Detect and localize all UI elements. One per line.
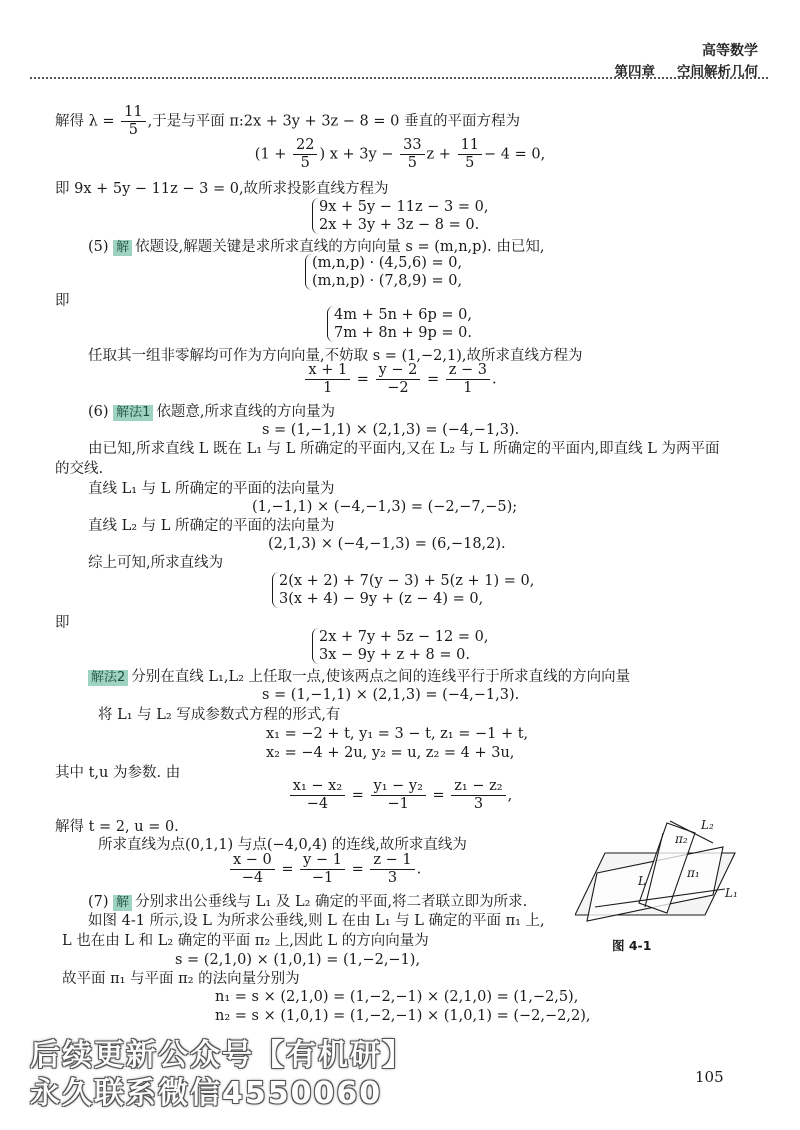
equation-system-1: 9x + 5y − 11z − 3 = 0, 2x + 3y + 3z − 8 = 0. (312, 198, 488, 234)
text-line-16: 综上可知,所求直线为 (88, 555, 224, 571)
text-line-23: 其中 t,u 为参数. 由 (55, 765, 181, 781)
page-number: 105 (695, 1068, 724, 1086)
text-line-26: 所求直线为点(0,1,1) 与点(−4,0,4) 的连线,故所求直线为 (98, 837, 467, 853)
text-line-14: 直线 L₂ 与 L 所确定的平面的法向量为 (88, 518, 335, 534)
equation-system-2: (m,n,p) · (4,5,6) = 0, (m,n,p) · (7,8,9) = 0, (305, 254, 462, 290)
label-L1: L₁ (725, 886, 738, 900)
equation-system-5: 2x + 7y + 5z − 12 = 0, 3x − 9y + z + 8 = 0. (312, 628, 488, 664)
equation-direction-7: s = (2,1,0) × (1,0,1) = (1,−2,−1), (175, 952, 421, 968)
text-line-12: 直线 L₁ 与 L 所确定的平面的法向量为 (88, 481, 335, 497)
equation-system-3: 4m + 5n + 6p = 0, 7m + 8n + 9p = 0. (327, 306, 472, 342)
label-pi1: π₁ (687, 866, 700, 880)
equation-normal-1: (1,−1,1) × (−4,−1,3) = (−2,−7,−5); (252, 499, 518, 515)
equation-plane: (1 + $\frac{22}{5}$ ) x + 3y − $\frac{33}{5}$ z + $\frac{11}{5}$ − 4 = 0, (254, 137, 546, 171)
watermark-line-2: 永久联系微信4550060 (30, 1076, 383, 1111)
text-line-30: L 也在由 L 和 L₂ 确定的平面 π₂ 上,因此 L 的方向向量为 (62, 933, 429, 949)
text-line-29: 如图 4-1 所示,设 L 为所求公垂线,则 L 在由 L₁ 与 L 确定的平面 π₁ 上, (88, 913, 545, 929)
watermark-line-1: 后续更新公众号【有机研】 (30, 1038, 414, 1073)
label-pi2: π₂ (675, 832, 688, 846)
equation-direction-6: s = (1,−1,1) × (2,1,3) = (−4,−1,3). (262, 422, 520, 438)
text-line-6: 任取其一组非零解均可作为方向向量,不妨取 s = (1,−2,1),故所求直线方程为 (88, 348, 583, 364)
header-book-title: 高等数学 (702, 43, 758, 59)
equation-param-2: x₂ = −4 + 2u, y₂ = u, z₂ = 4 + 3u, (266, 745, 515, 761)
text-line-28: (7) 解 分别求出公垂线与 L₁ 及 L₂ 确定的平面,将二者联立即为所求. (88, 894, 528, 910)
equation-line-5: $\frac{x + 1}{1}$ = $\frac{y - 2}{-2}$ = $\frac{z - 3}{1}$ . (0, 362, 800, 397)
text-line-4: (5) 解 依题设,解题关键是求所求直线的方向向量 s = (m,n,p). 由已知, (88, 239, 545, 255)
header-section: 空间解析几何 (677, 64, 758, 80)
equation-direction-6b: s = (1,−1,1) × (2,1,3) = (−4,−1,3). (262, 687, 520, 703)
equation-n2: n₂ = s × (1,0,1) = (1,−2,−1) × (1,0,1) = (−2,−2,2), (215, 1008, 591, 1024)
text-line-32: 故平面 π₁ 与平面 π₂ 的法向量分别为 (62, 971, 300, 987)
solution-tag: 解 (113, 240, 132, 256)
text-line-10: 由已知,所求直线 L 既在 L₁ 与 L 所确定的平面内,又在 L₂ 与 L 所确定的平面内,即直线 L 为两平面 (88, 441, 720, 457)
label-L2: L₂ (701, 818, 714, 832)
text-line-5: 即 (55, 293, 70, 309)
solution-tag: 解法1 (113, 405, 153, 421)
figure-caption: 图 4-1 (612, 938, 652, 953)
equation-system-4: 2(x + 2) + 7(y − 3) + 5(z + 1) = 0, 3(x + 4) − 9y + (z − 4) = 0, (272, 572, 534, 608)
figure-4-1 (575, 815, 755, 935)
equation-normal-2: (2,1,3) × (−4,−1,3) = (6,−18,2). (268, 536, 506, 552)
header-chapter: 第四章 空间解析几何 (614, 64, 758, 80)
equation-n1: n₁ = s × (2,1,0) = (1,−2,−1) × (2,1,0) = (1,−2,5), (215, 989, 579, 1005)
solution-tag: 解法2 (88, 670, 128, 686)
solution-tag: 解 (113, 895, 132, 911)
equation-param-1: x₁ = −2 + t, y₁ = 3 − t, z₁ = −1 + t, (266, 726, 529, 742)
text-line-20: 将 L₁ 与 L₂ 写成参数式方程的形式,有 (98, 707, 341, 723)
header-divider (30, 77, 768, 79)
text-line-1: 解得 λ = $\frac{11}{5}$ ,于是与平面 π:2x + 3y + 3z − 8 = 0 垂直的平面方程为 (55, 104, 520, 138)
text-line-8: (6) 解法1 依题意,所求直线的方向量为 (88, 404, 336, 420)
equation-line-6b: $\frac{x - 0}{-4}$ = $\frac{y - 1}{-1}$ = $\frac{z - 1}{3}$ . (228, 852, 421, 887)
label-L: L (638, 874, 646, 888)
text-line-18: 解法2 分别在直线 L₁,L₂ 上任取一点,使该两点之间的连线平行于所求直线的方向向量 (88, 668, 630, 686)
text-line-3: 即 9x + 5y − 11z − 3 = 0,故所求投影直线方程为 (55, 181, 389, 197)
text-line-17: 即 (55, 615, 70, 631)
text-line-25: 解得 t = 2, u = 0. (55, 819, 179, 835)
fraction: $\frac{11}{5}$ (121, 104, 145, 139)
text-line-11: 的交线. (55, 461, 104, 477)
equation-ratio: $\frac{\text{x₁ − x₂}}{-4}$ = $\frac{\text{y₁ − y₂}}{-1}$ = $\frac{\text{z₁ − z₂}}{3}$ , (0, 778, 800, 813)
